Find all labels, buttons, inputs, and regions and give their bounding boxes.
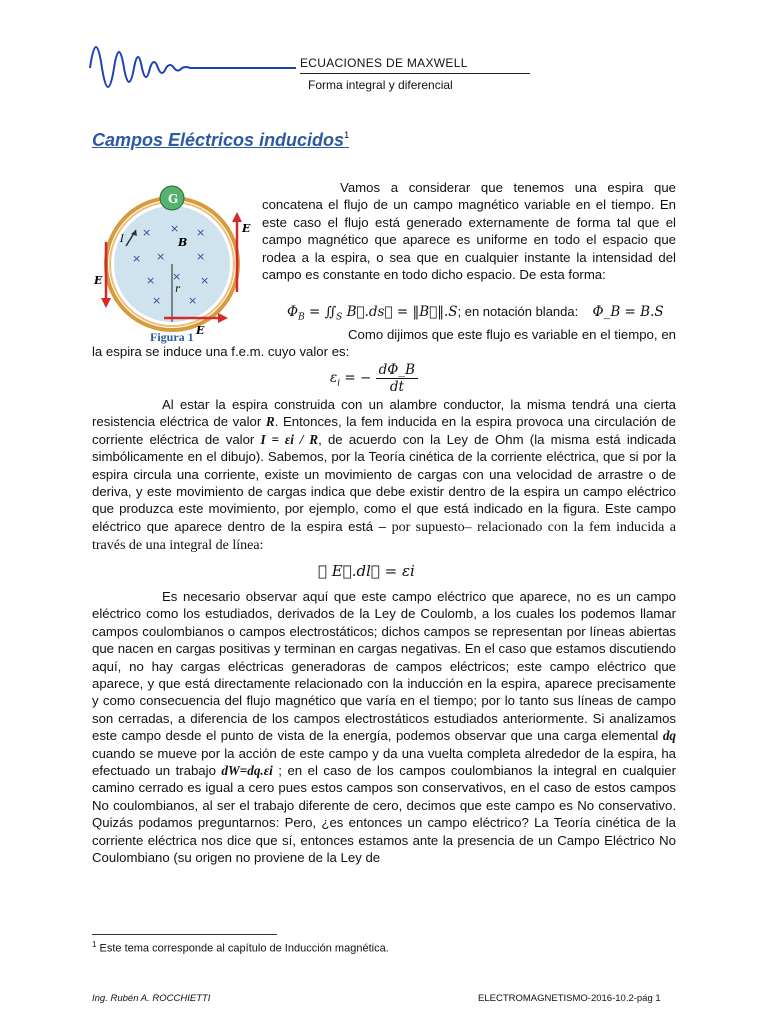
svg-text:×: × bbox=[146, 274, 156, 287]
paragraph-1: Vamos a considerar que tenemos una espira que concatena el flujo de un campo magnético variable en el tiempo. En este caso el flujo está generado externamente de forma tal que el campo magnético que aparece es uniforme en todo el espacio que rodea a la espira, o sea que en cualquier instante la intensidad del campo es constante en todo dicho espacio. De esta forma: bbox=[262, 180, 676, 283]
svg-text:×: × bbox=[170, 222, 180, 235]
header-subtitle: Forma integral y diferencial bbox=[308, 78, 453, 92]
field-e-label-bottom: E bbox=[196, 324, 205, 337]
section-title: Campos Eléctricos inducidos$^1$ bbox=[92, 130, 350, 150]
field-e-label-right: E bbox=[242, 222, 251, 235]
galvanometer-label: G bbox=[168, 192, 179, 206]
radius-label: r bbox=[175, 284, 180, 295]
svg-text:×: × bbox=[196, 226, 206, 239]
equation-emf: $\varepsilon_i$ = − $\frac{d\Phi\_B}{dt}$ bbox=[330, 362, 418, 395]
svg-text:×: × bbox=[152, 294, 162, 307]
equation-flux: $\Phi_B$ = $∬_S$ B⃗.ds⃗ = ‖B⃗‖.S; en notación blanda: Φ_B = B.S bbox=[287, 304, 664, 323]
field-e-label-left: E bbox=[94, 274, 103, 287]
svg-text:×: × bbox=[172, 270, 182, 283]
footer-author: Ing. Rubén A. ROCCHIETTI bbox=[92, 993, 211, 1004]
svg-text:×: × bbox=[142, 226, 152, 239]
svg-text:×: × bbox=[196, 250, 206, 263]
svg-text:×: × bbox=[132, 252, 142, 265]
paragraph-3: Al estar la espira construida con un alambre conductor, la misma tendrá una cierta resistencia eléctrica de valor R. Entonces, la fem inducida en la espira provoca una circulación de corriente eléctrica de valor I = εi / R, de acuerdo con la Ley de Ohm (la misma está indicada simbólicamente en el dibujo). Sabemos, por la Teoría cinética de la corriente eléctrica, que si por la espira circula una corriente, existe un movimiento de cargas con una velocidad de arrastre o de deriva, y este movimiento de cargas indica que debe existir dentro de la espira un campo eléctrico que produzca este movimiento, por ejemplo, como el que está indicado en la figura. Este campo eléctrico que aparece dentro de la espira está – por supuesto– relacionado con la fem inducida a través de una integral de línea: bbox=[92, 397, 677, 554]
equation-line-integral: ∮ E⃗.dl⃗ = εi bbox=[318, 562, 415, 580]
svg-text:×: × bbox=[188, 294, 198, 307]
svg-text:×: × bbox=[200, 274, 210, 287]
svg-text:×: × bbox=[156, 250, 166, 263]
field-b-label: B bbox=[178, 236, 188, 249]
header-divider bbox=[300, 73, 530, 74]
current-label: I bbox=[120, 234, 124, 245]
paragraph-4: Es necesario observar aquí que este campo eléctrico que aparece, no es un campo eléctrico como los estudiados, derivados de la Ley de Coulomb, a los cuales los podemos llamar campos coulombianos o campos electrostáticos; dichos campos se representan por líneas abiertas que nacen en cargas positivas y terminan en cargas negativas. En el caso que estamos discutiendo aquí, no hay cargas eléctricas generadoras de campos eléctricos; este campo eléctrico que aparece, y que está directamente relacionado con la inducción en la espira, aparece precisamente y como consecuencia del flujo magnético que varía en el tiempo; por lo tanto sus líneas de campo son cerradas, a diferencia de los campos electrostáticos estudiados anteriormente. Si analizamos este campo desde el punto de vista de la energía, podemos observar que una carga elemental dq cuando se mueve por la acción de este campo y da una vuelta completa alrededor de la espira, ha efectuado un trabajo dW=dq.εi ; en el caso de los campos coulombianos la integral en cualquier camino cerrado es igual a cero pues estos campos son conservativos, en el caso de estos campos No coulombianos, al ser el trabajo diferente de cero, decimos que este campo es No conservativo. Quizás podamos preguntarnos: Pero, ¿es entonces un campo eléctrico? La Teoría cinética de la corriente eléctrica nos dice que sí, entonces estamos ante la presencia de un Campo Eléctrico No Coulombiano (su origen no proviene de la Ley de bbox=[92, 589, 676, 866]
paragraph-2: Como dijimos que este flujo es variable en el tiempo, en la espira se induce una f.e.m. cuyo valor es: bbox=[92, 327, 676, 360]
header-title: ECUACIONES DE MAXWELL bbox=[300, 56, 468, 70]
footnote: $^1$ Este tema corresponde al capítulo de Inducción magnética. bbox=[92, 940, 389, 955]
figure-caption: Figura 1 bbox=[150, 330, 194, 344]
footer-page: ELECTROMAGNETISMO-2016-10.2-pág 1 bbox=[478, 993, 661, 1004]
wave-logo-icon bbox=[86, 28, 296, 108]
figure-induced-field bbox=[92, 172, 252, 342]
footnote-divider bbox=[92, 934, 277, 935]
